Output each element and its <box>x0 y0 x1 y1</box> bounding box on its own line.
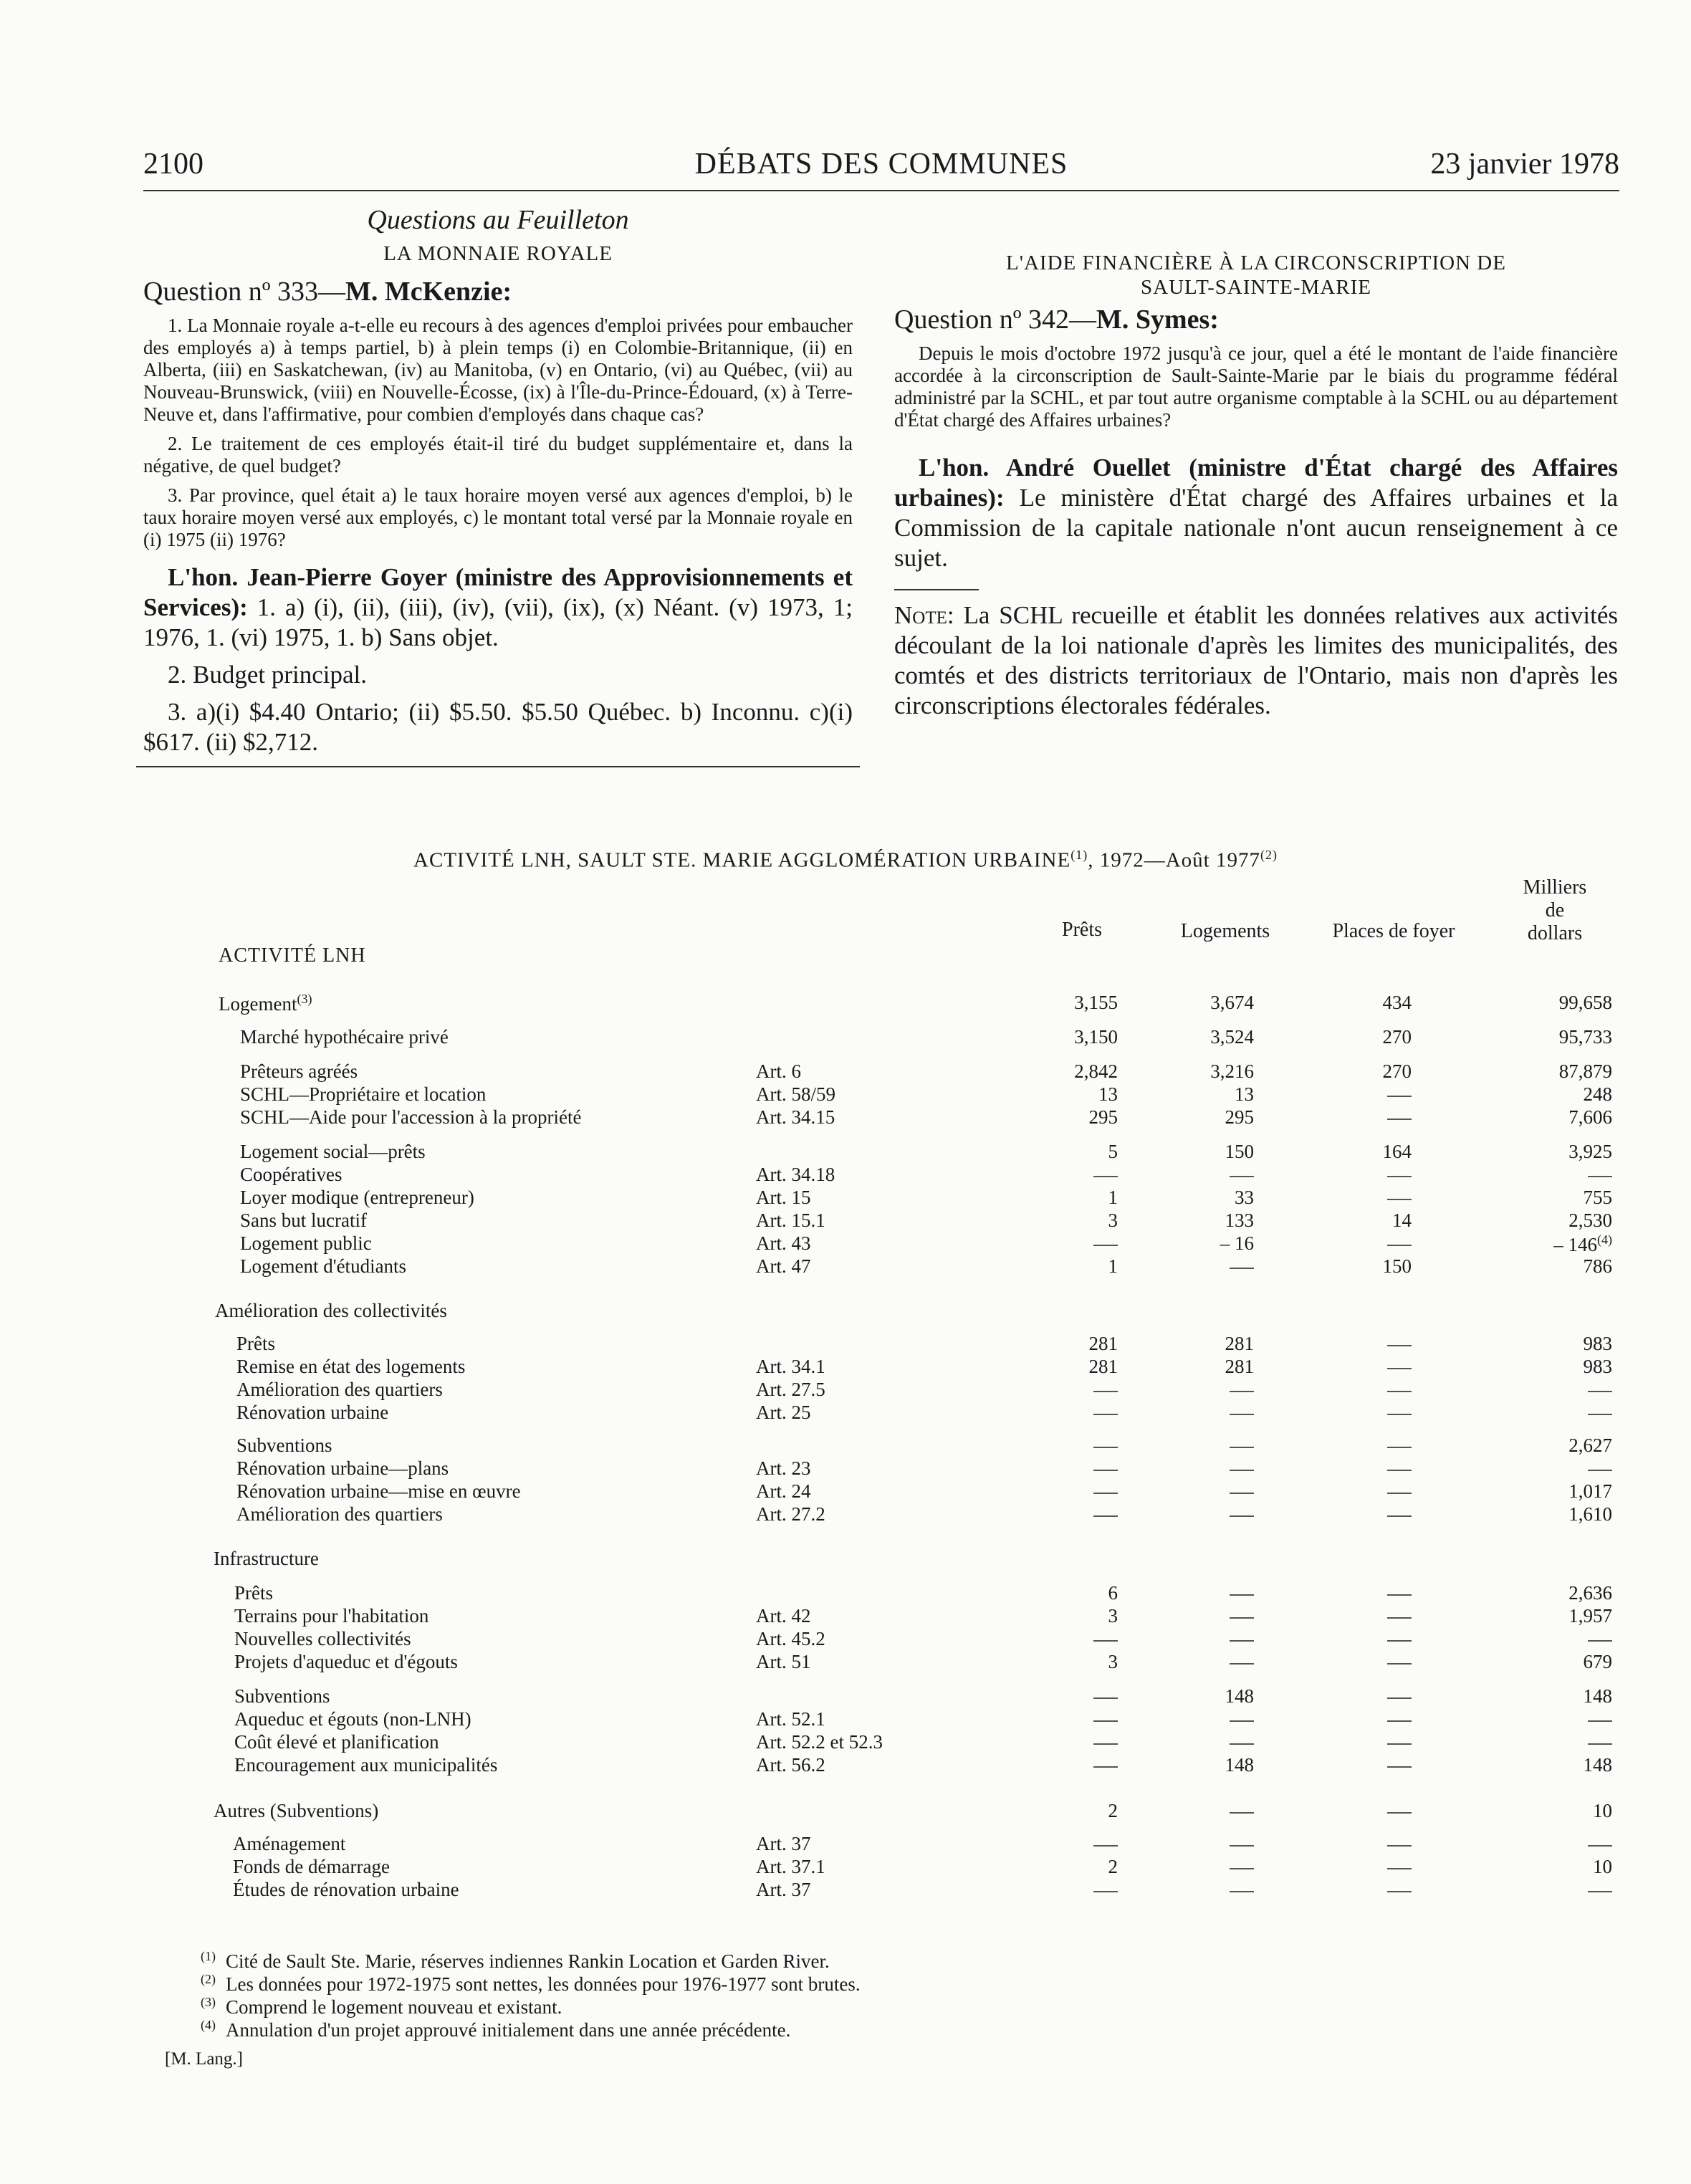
cell-logements <box>1182 1856 1254 1878</box>
col-header-activity: ACTIVITÉ LNH <box>219 944 366 967</box>
table-row <box>0 992 1691 1015</box>
cell-prets <box>1046 1232 1118 1255</box>
cell-logements: 150 <box>1225 1141 1254 1162</box>
cell-prets: 3,150 <box>1074 1026 1118 1048</box>
cell-places <box>1347 1379 1412 1401</box>
cell-logements <box>1182 1164 1254 1186</box>
cell-logements <box>1182 1402 1254 1424</box>
cell-prets: 3 <box>1108 1651 1118 1672</box>
cell-logements <box>1182 1651 1254 1673</box>
row-label: Aqueduc et égouts (non-LNH) <box>234 1708 471 1730</box>
row-label: Coût élevé et planification <box>234 1731 439 1753</box>
table-title-footnote-2: (2) <box>1260 848 1278 862</box>
cell-prets: 2,842 <box>1074 1060 1118 1082</box>
cell-logements <box>1182 1480 1254 1503</box>
row-article: Art. 34.18 <box>756 1164 835 1185</box>
cell-prets: 1 <box>1108 1255 1118 1277</box>
cell-logements: – 16 <box>1220 1232 1254 1254</box>
publication-title: DÉBATS DES COMMUNES <box>694 148 1068 181</box>
table-row <box>0 1083 1691 1107</box>
table-row <box>0 1141 1691 1164</box>
row-label: Logement public <box>240 1232 372 1254</box>
cell-places <box>1347 1582 1412 1604</box>
answer-part-3: 3. a)(i) $4.40 Ontario; (ii) $5.50. $5.50 Québec. b) Inconnu. c)(i) $617. (ii) $2,712. <box>143 698 853 756</box>
row-label: Autres (Subventions) <box>214 1800 379 1821</box>
cell-dollars: 248 <box>1583 1083 1612 1105</box>
cell-places <box>1347 1187 1412 1209</box>
cell-places <box>1347 1232 1412 1255</box>
speaker-attribution: [M. Lang.] <box>165 2049 243 2069</box>
row-article: Art. 34.15 <box>756 1106 835 1128</box>
cell-logements <box>1182 1435 1254 1457</box>
answer-part-2: 2. Budget principal. <box>168 661 368 689</box>
row-label: Coopératives <box>240 1164 342 1185</box>
cell-prets: 2 <box>1108 1856 1118 1877</box>
row-label: Prêts <box>234 1582 273 1604</box>
cell-places <box>1347 1083 1412 1106</box>
row-label: Rénovation urbaine—plans <box>236 1457 449 1479</box>
cell-dollars: 2,636 <box>1568 1582 1612 1604</box>
row-label: Projets d'aqueduc et d'égouts <box>234 1651 458 1672</box>
cell-logements: 281 <box>1225 1356 1254 1377</box>
row-article: Art. 37 <box>756 1879 811 1900</box>
cell-places: 14 <box>1392 1210 1412 1231</box>
cell-prets: 281 <box>1088 1356 1118 1377</box>
row-label: Remise en état des logements <box>236 1356 466 1377</box>
table-row <box>0 1628 1691 1652</box>
cell-dollars: 755 <box>1583 1187 1612 1208</box>
cell-dollars: 10 <box>1593 1856 1612 1877</box>
cell-logements <box>1182 1628 1254 1650</box>
cell-dollars: 95,733 <box>1558 1026 1612 1048</box>
question-member: M. Symes: <box>1096 305 1219 335</box>
cell-logements: 295 <box>1225 1106 1254 1128</box>
footnote-mark: (4) <box>201 2018 216 2032</box>
cell-places: 270 <box>1382 1060 1412 1082</box>
answer-speaker: L'hon. Jean-Pierre Goyer (ministre des Approvisionnements et Services): <box>143 563 853 621</box>
cell-logements <box>1182 1800 1254 1822</box>
row-label: Amélioration des quartiers <box>236 1503 443 1525</box>
question-subject-line-1: L'AIDE FINANCIÈRE À LA CIRCONSCRIPTION DE <box>1006 252 1506 274</box>
table-row <box>0 1879 1691 1902</box>
row-footnote: (3) <box>297 992 312 1006</box>
table-row <box>0 1856 1691 1879</box>
page-number: 2100 <box>143 148 203 181</box>
row-article: Art. 47 <box>756 1255 811 1277</box>
cell-places <box>1347 1333 1412 1355</box>
footnote-text: Annulation d'un projet approuvé initialement dans une année précédente. <box>226 2019 791 2041</box>
table-row <box>0 1731 1691 1755</box>
cell-prets <box>1046 1164 1118 1186</box>
cell-dollars <box>1498 1731 1612 1753</box>
cell-logements <box>1182 1379 1254 1401</box>
table-row <box>0 1210 1691 1233</box>
row-article: Art. 52.1 <box>756 1708 825 1730</box>
cell-prets <box>1046 1402 1118 1424</box>
cell-prets: 295 <box>1088 1106 1118 1128</box>
question-text: Depuis le mois d'octobre 1972 jusqu'à ce jour, quel a été le montant de l'aide financière accordée à la circonscription de Sault-Sainte-Marie par le biais du programme fédéral administré par la SCHL, et par tout autre organisme comptable à la SCHL ou au département d'État chargé des Affaires urbaines? <box>894 343 1618 431</box>
answer-text: Le ministère d'État chargé des Affaires urbaines et la Commission de la capitale nationale n'ont aucun renseignement à ce sujet. <box>894 484 1618 572</box>
question-part-3: 3. Par province, quel était a) le taux horaire moyen versé aux agences d'emploi, b) le taux horaire moyen versé aux employés, c) le montant total versé par la Monnaie royale en (i) 1975 (ii) 1976? <box>143 484 853 550</box>
question-number: Question nº 333— <box>143 277 345 307</box>
row-label: Études de rénovation urbaine <box>233 1879 459 1900</box>
table-row <box>0 1754 1691 1778</box>
cell-logements: 148 <box>1225 1754 1254 1776</box>
table-row <box>0 1435 1691 1458</box>
row-label: Nouvelles collectivités <box>234 1628 411 1649</box>
row-label: SCHL—Propriétaire et location <box>240 1083 487 1105</box>
table-row <box>0 1164 1691 1187</box>
cell-logements: 33 <box>1235 1187 1254 1208</box>
table-title-footnote-1: (1) <box>1070 848 1088 862</box>
cell-dollars: 99,658 <box>1558 992 1612 1013</box>
table-row <box>0 1582 1691 1606</box>
row-article: Art. 52.2 et 52.3 <box>756 1731 883 1753</box>
row-article: Art. 56.2 <box>756 1754 825 1776</box>
cell-places <box>1347 1731 1412 1753</box>
cell-logements <box>1182 1255 1254 1278</box>
col-header-logements: Logements <box>1180 920 1270 942</box>
cell-places <box>1347 1628 1412 1650</box>
cell-dollars: 2,530 <box>1568 1210 1612 1231</box>
cell-dollars: 1,957 <box>1568 1605 1612 1627</box>
row-label: Subventions <box>234 1685 330 1707</box>
cell-places <box>1347 1605 1412 1627</box>
table-row <box>0 1708 1691 1732</box>
row-label: Encouragement aux municipalités <box>234 1754 498 1776</box>
cell-dollars: 786 <box>1583 1255 1612 1277</box>
cell-logements: 133 <box>1225 1210 1254 1231</box>
cell-dollars <box>1498 1879 1612 1901</box>
row-article: Art. 15 <box>756 1187 811 1208</box>
cell-prets: 6 <box>1108 1582 1118 1604</box>
footnote-text: Cité de Sault Ste. Marie, réserves indiennes Rankin Location et Garden River. <box>226 1950 830 1972</box>
row-label: Logement$^{(3)}$ <box>219 992 312 1015</box>
cell-places <box>1347 1754 1412 1776</box>
footnote-4 <box>201 2018 790 2041</box>
cell-places <box>1347 1356 1412 1378</box>
table-title <box>0 848 1691 873</box>
cell-places <box>1347 1503 1412 1526</box>
question-part-1: 1. La Monnaie royale a-t-elle eu recours à des agences d'emploi privées pour embaucher des employés a) à temps partiel, b) à plein temps (i) en Colombie-Britannique, (ii) en Alberta, (iii) en Saskatchewan, (iv) au Manitoba, (v) en Ontario, (vi) au Québec, (vii) au Nouveau-Brunswick, (viii) en Nouvelle-Écosse, (ix) à l'Île-du-Prince-Édouard, (x) à Terre-Neuve et, dans l'affirmative, pour combien d'employés dans chaque cas? <box>143 315 853 425</box>
cell-dollars: 983 <box>1583 1333 1612 1354</box>
row-article: Art. 51 <box>756 1651 811 1672</box>
cell-prets: 281 <box>1088 1333 1118 1354</box>
cell-logements <box>1182 1833 1254 1855</box>
table-row <box>0 1833 1691 1857</box>
row-article: Art. 27.2 <box>756 1503 825 1525</box>
row-label: Rénovation urbaine <box>236 1402 389 1423</box>
cell-dollars <box>1498 1379 1612 1401</box>
table-title-period: , 1972—Août 1977 <box>1088 848 1260 872</box>
short-divider <box>894 589 979 590</box>
cell-prets <box>1046 1879 1118 1901</box>
cell-places <box>1347 1164 1412 1186</box>
cell-prets: 13 <box>1098 1083 1118 1105</box>
note-paragraph <box>894 600 1618 721</box>
cell-logements: 148 <box>1225 1685 1254 1707</box>
cell-logements: 13 <box>1235 1083 1254 1105</box>
cell-prets: 3 <box>1108 1210 1118 1231</box>
row-article: Art. 37.1 <box>756 1856 825 1877</box>
cell-dollars <box>1498 1164 1612 1186</box>
answer-paragraph <box>894 453 1618 573</box>
cell-dollars: – 146$^{(4)}$ <box>1553 1232 1612 1255</box>
row-label: Logement d'étudiants <box>240 1255 407 1277</box>
cell-dollars: 3,925 <box>1568 1141 1612 1162</box>
table-row <box>0 1685 1691 1709</box>
col-header-milliers-1: Milliers <box>1523 876 1587 899</box>
table-row <box>0 1255 1691 1279</box>
table-title-main: ACTIVITÉ LNH, SAULT STE. MARIE AGGLOMÉRATION URBAINE <box>413 848 1071 872</box>
cell-logements <box>1182 1879 1254 1901</box>
cell-logements: 3,524 <box>1210 1026 1254 1048</box>
cell-prets <box>1046 1754 1118 1776</box>
cell-dollars: 148 <box>1583 1754 1612 1776</box>
row-label: Subventions <box>236 1435 332 1456</box>
cell-dollars: 679 <box>1583 1651 1612 1672</box>
question-heading <box>143 276 853 307</box>
row-article: Art. 25 <box>756 1402 811 1423</box>
cell-dollars: 2,627 <box>1568 1435 1612 1456</box>
cell-prets <box>1046 1628 1118 1650</box>
cell-footnote: (4) <box>1597 1232 1612 1247</box>
row-label: Loyer modique (entrepreneur) <box>240 1187 474 1208</box>
table-row <box>0 1548 1691 1571</box>
cell-dollars: 1,017 <box>1568 1480 1612 1502</box>
row-article: Art. 27.5 <box>756 1379 825 1400</box>
cell-prets <box>1046 1503 1118 1526</box>
row-article: Art. 43 <box>756 1232 811 1254</box>
question-heading <box>894 304 1618 335</box>
note-label: Note: <box>894 601 954 629</box>
cell-logements <box>1182 1582 1254 1604</box>
cell-places <box>1347 1402 1412 1424</box>
left-column <box>143 204 853 767</box>
row-label: Marché hypothécaire privé <box>240 1026 449 1048</box>
cell-dollars <box>1498 1457 1612 1480</box>
row-label: SCHL—Aide pour l'accession à la propriété <box>240 1106 582 1128</box>
table-row <box>0 1800 1691 1824</box>
cell-prets: 3 <box>1108 1605 1118 1627</box>
cell-places <box>1347 1651 1412 1673</box>
cell-dollars <box>1498 1708 1612 1730</box>
note-text: La SCHL recueille et établit les données relatives aux activités découlant de la loi nationale d'après les limites des municipalités, des comtés et des districts territoriaux de l'Ontario, mais non d'après les circonscriptions électorales fédérales. <box>894 601 1618 719</box>
answer-speaker: L'hon. André Ouellet (ministre d'État chargé des Affaires urbaines): <box>894 454 1618 512</box>
cell-logements: 3,216 <box>1210 1060 1254 1082</box>
cell-dollars <box>1498 1402 1612 1424</box>
row-label: Rénovation urbaine—mise en œuvre <box>236 1480 521 1502</box>
cell-places: 150 <box>1382 1255 1412 1277</box>
footnote-text: Comprend le logement nouveau et existant. <box>226 1996 562 2018</box>
row-label: Prêts <box>236 1333 275 1354</box>
cell-logements <box>1182 1605 1254 1627</box>
cell-logements <box>1182 1731 1254 1753</box>
cell-places <box>1347 1708 1412 1730</box>
table-row <box>0 1187 1691 1210</box>
page-header <box>143 147 1619 191</box>
cell-prets: 1 <box>1108 1187 1118 1208</box>
section-title: Questions au Feuilleton <box>367 205 629 235</box>
footnote-mark: (1) <box>201 1949 216 1963</box>
row-label: Fonds de démarrage <box>233 1856 390 1877</box>
cell-places <box>1347 1685 1412 1708</box>
row-article: Art. 45.2 <box>756 1628 825 1649</box>
footnote-mark: (2) <box>201 1972 216 1986</box>
cell-dollars: 983 <box>1583 1356 1612 1377</box>
question-subject-line-2: SAULT-SAINTE-MARIE <box>1141 276 1371 299</box>
cell-dollars: 10 <box>1593 1800 1612 1821</box>
cell-dollars <box>1498 1833 1612 1855</box>
right-column <box>894 251 1618 728</box>
cell-dollars: 7,606 <box>1568 1106 1612 1128</box>
cell-places <box>1347 1800 1412 1822</box>
cell-dollars: 87,879 <box>1558 1060 1612 1082</box>
cell-logements <box>1182 1503 1254 1526</box>
cell-places <box>1347 1106 1412 1129</box>
row-article: Art. 58/59 <box>756 1083 835 1105</box>
table-row <box>0 1060 1691 1084</box>
question-part-2: 2. Le traitement de ces employés était-il tiré du budget supplémentaire et, dans la négative, de quel budget? <box>143 433 853 476</box>
row-article: Art. 15.1 <box>756 1210 825 1231</box>
row-article: Art. 34.1 <box>756 1356 825 1377</box>
footnote-text: Les données pour 1972-1975 sont nettes, les données pour 1976-1977 sont brutes. <box>226 1973 861 1995</box>
table-row <box>0 1402 1691 1425</box>
cell-places <box>1347 1856 1412 1878</box>
row-article: Art. 23 <box>756 1457 811 1479</box>
table-row <box>0 1300 1691 1323</box>
col-header-places-foyer: Places de foyer <box>1332 920 1455 942</box>
cell-places: 270 <box>1382 1026 1412 1048</box>
table-row <box>0 1106 1691 1130</box>
cell-logements <box>1182 1708 1254 1730</box>
cell-places <box>1347 1879 1412 1901</box>
cell-dollars: 1,610 <box>1568 1503 1612 1525</box>
row-label: Infrastructure <box>214 1548 319 1569</box>
cell-places: 164 <box>1382 1141 1412 1162</box>
footnote-1 <box>201 1949 830 1973</box>
row-article: Art. 6 <box>756 1060 801 1082</box>
cell-places <box>1347 1457 1412 1480</box>
answer-paragraph <box>143 562 853 653</box>
table-row <box>0 1333 1691 1356</box>
cell-logements: 3,674 <box>1210 992 1254 1013</box>
table-row <box>0 1356 1691 1379</box>
cell-prets <box>1046 1708 1118 1730</box>
col-header-milliers-2: de <box>1545 899 1565 921</box>
row-label: Aménagement <box>233 1833 346 1854</box>
footnote-2 <box>201 1972 861 1996</box>
row-label: Amélioration des collectivités <box>215 1300 447 1321</box>
row-article: Art. 37 <box>756 1833 811 1854</box>
table-row <box>0 1379 1691 1402</box>
row-label: Prêteurs agréés <box>240 1060 358 1082</box>
cell-prets: 2 <box>1108 1800 1118 1821</box>
cell-prets <box>1046 1731 1118 1753</box>
cell-logements <box>1182 1457 1254 1480</box>
footnote-mark: (3) <box>201 1995 216 2009</box>
question-subject: LA MONNAIE ROYALE <box>383 242 613 265</box>
table-row <box>0 1605 1691 1629</box>
row-article: Art. 42 <box>756 1605 811 1627</box>
cell-prets <box>1046 1379 1118 1401</box>
page-date: 23 janvier 1978 <box>1430 148 1619 181</box>
cell-prets <box>1046 1457 1118 1480</box>
table-row <box>0 1457 1691 1481</box>
row-label: Amélioration des quartiers <box>236 1379 443 1400</box>
section-divider <box>136 766 860 767</box>
cell-prets <box>1046 1435 1118 1457</box>
cell-prets <box>1046 1685 1118 1708</box>
row-label: Terrains pour l'habitation <box>234 1605 429 1627</box>
row-label: Logement social—prêts <box>240 1141 426 1162</box>
cell-dollars: 148 <box>1583 1685 1612 1707</box>
table-row <box>0 1651 1691 1675</box>
row-label: Sans but lucratif <box>240 1210 367 1231</box>
cell-places <box>1347 1435 1412 1457</box>
question-number: Question nº 342— <box>894 305 1096 335</box>
answer-part-1: 1. a) (i), (ii), (iii), (iv), (vii), (ix), (x) Néant. (v) 1973, 1; 1976, 1. (vi) 1975, 1. b) Sans objet. <box>143 593 853 651</box>
cell-places: 434 <box>1382 992 1412 1013</box>
cell-logements: 281 <box>1225 1333 1254 1354</box>
col-header-milliers-3: dollars <box>1527 922 1583 944</box>
table-row <box>0 1026 1691 1050</box>
cell-places <box>1347 1480 1412 1503</box>
cell-prets: 5 <box>1108 1141 1118 1162</box>
footnote-3 <box>201 1995 562 2018</box>
table-row <box>0 1480 1691 1504</box>
row-article: Art. 24 <box>756 1480 811 1502</box>
table-row <box>0 1503 1691 1527</box>
question-member: M. McKenzie: <box>345 277 512 307</box>
cell-dollars <box>1498 1628 1612 1650</box>
table-row <box>0 1232 1691 1256</box>
cell-places <box>1347 1833 1412 1855</box>
col-header-prets: Prêts <box>1062 919 1102 941</box>
cell-prets <box>1046 1480 1118 1503</box>
cell-prets <box>1046 1833 1118 1855</box>
cell-prets: 3,155 <box>1074 992 1118 1013</box>
